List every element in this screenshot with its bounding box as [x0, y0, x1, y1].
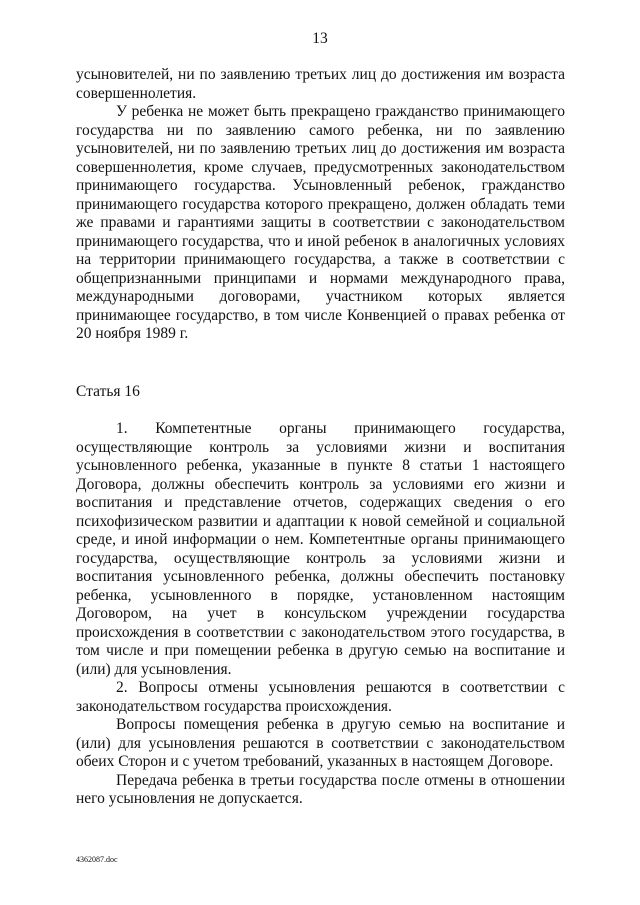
paragraph-transfer: Передача ребенка в третьи государства после отмены в отношении него усыновления не допускается.: [76, 771, 565, 807]
page-number: 13: [312, 30, 328, 47]
footer-file-code: 4362087.doc: [76, 855, 118, 864]
article-heading-block: [76, 383, 565, 402]
paragraph-item-1: 1. Компетентные органы принимающего государства, осуществляющие контроль за условиями жизни и воспитания усыновленного ребенка, указанные в пункте 8 статьи 1 настоящего Договора, должны обеспечить контроль за условиями его жизни и воспитания и представление отчетов, содержащих сведения о его психофизическом развитии и адаптации к новой семейной и социальной среде, и иной информации о нем. Компетентные органы принимающего государства, осуществляющие контроль за условиями жизни и воспитания усыновленного ребенка, должны обеспечить постановку ребенка, усыновленного в порядке, установленном настоящим Договором, на учет в консульском учреждении государства происхождения в соответствии с законодательством этого государства, в том числе и при помещении ребенка в другую семью на воспитание и (или) для усыновления.: [76, 420, 565, 678]
paragraph-item-2: 2. Вопросы отмены усыновления решаются в соответствии с законодательством государства происхождения.: [76, 679, 565, 715]
paragraph-placement: Вопросы помещения ребенка в другую семью на воспитание и (или) для усыновления решаются в соответствии с законодательством обеих Сторон и с учетом требований, указанных в настоящем Договоре.: [76, 716, 565, 770]
body-text-article: [76, 420, 565, 809]
article-heading: Статья 16: [76, 383, 140, 400]
paragraph-continuation: усыновителей, ни по заявлению третьих лиц до достижения им возраста совершеннолетия.: [76, 66, 565, 102]
paragraph-citizenship: У ребенка не может быть прекращено гражданство принимающего государства ни по заявлению самого ребенка, ни по заявлению усыновителей, ни по заявлению третьих лиц до достижения им возраста совершеннолетия, кроме случаев, предусмотренных законодательством принимающего государства. Усыновленный ребенок, гражданство принимающего государства которого прекращено, должен обладать теми же правами и гарантиями защиты в соответствии с законодательством принимающего государства, что и иной ребенок в аналогичных условиях на территории принимающего государства, а также в соответствии с общепризнанными принципами и нормами международного права, международными договорами, участником которых является принимающее государство, в том числе Конвенцией о правах ребенка от 20 ноября 1989 г.: [76, 103, 565, 342]
body-text-top: [76, 66, 565, 344]
